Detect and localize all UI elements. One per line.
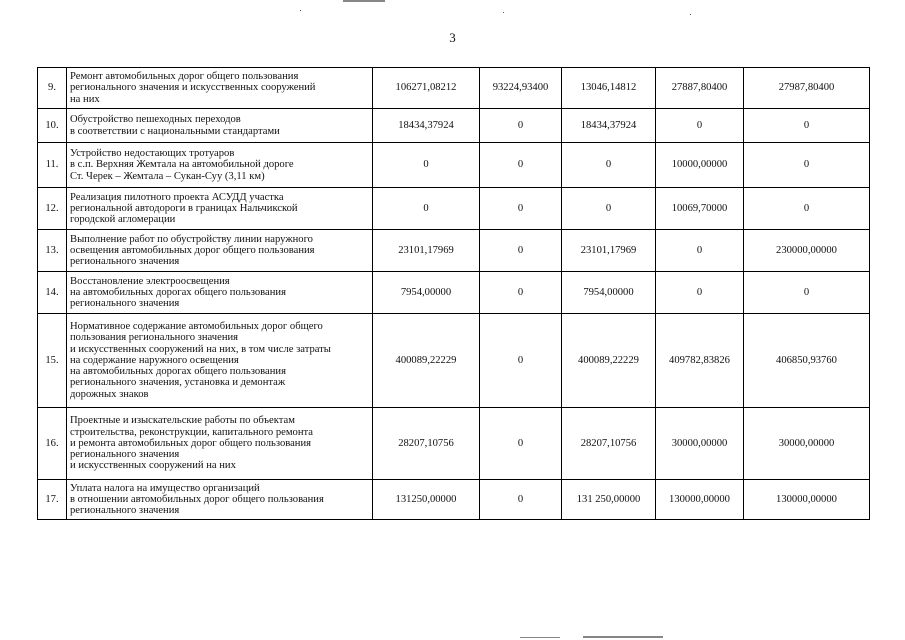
amount-cell: 0 — [744, 109, 870, 143]
amount-cell: 30000,00000 — [656, 408, 744, 480]
scan-speck — [503, 12, 504, 13]
amount-cell: 131250,00000 — [373, 480, 480, 520]
description-line: и искусственных сооружений на них — [70, 460, 236, 472]
description-line: дорожных знаков — [70, 388, 149, 400]
amount-cell: 10069,70000 — [656, 188, 744, 230]
amount-cell: 18434,37924 — [373, 109, 480, 143]
description-line: в соответствии с национальными стандартами — [70, 125, 280, 137]
amount-cell: 0 — [373, 188, 480, 230]
table-row — [38, 143, 870, 188]
amount-cell: 13046,14812 — [562, 68, 656, 109]
description-line: Уплата налога на имущество организаций — [70, 482, 260, 494]
row-description — [67, 408, 373, 480]
row-number: 17. — [38, 480, 67, 520]
page-number: 3 — [449, 30, 456, 45]
amount-cell: 0 — [656, 230, 744, 272]
description-line: регионального значения — [70, 505, 180, 517]
description-line: Восстановление электроосвещения — [70, 275, 230, 287]
table-row — [38, 314, 870, 408]
description-line: Выполнение работ по обустройству линии наружного — [70, 233, 313, 245]
amount-cell: 230000,00000 — [744, 230, 870, 272]
description-line: Ст. Черек – Жемтала – Сукан-Суу (3,11 км) — [70, 170, 265, 182]
amount-cell: 400089,22229 — [373, 314, 480, 408]
row-description — [67, 480, 373, 520]
description-line: Реализация пилотного проекта АСУДД участка — [70, 191, 284, 203]
amount-cell: 10000,00000 — [656, 143, 744, 188]
row-description — [67, 109, 373, 143]
row-number: 14. — [38, 272, 67, 314]
amount-cell: 106271,08212 — [373, 68, 480, 109]
amount-cell: 131 250,00000 — [562, 480, 656, 520]
row-description — [67, 272, 373, 314]
amount-cell: 406850,93760 — [744, 314, 870, 408]
row-number: 15. — [38, 314, 67, 408]
description-line: строительства, реконструкции, капитального ремонта — [70, 426, 313, 438]
table-row — [38, 272, 870, 314]
amount-cell: 7954,00000 — [562, 272, 656, 314]
amount-cell: 0 — [656, 272, 744, 314]
description-line: Устройство недостающих тротуаров — [70, 148, 235, 160]
row-number: 11. — [38, 143, 67, 188]
amount-cell: 0 — [480, 230, 562, 272]
table-row — [38, 188, 870, 230]
amount-cell: 0 — [480, 109, 562, 143]
description-line: на содержание наружного освещения — [70, 354, 239, 366]
scan-artifact-top — [343, 0, 385, 2]
row-number: 13. — [38, 230, 67, 272]
amount-cell: 93224,93400 — [480, 68, 562, 109]
description-line: Проектные и изыскательские работы по объектам — [70, 415, 295, 427]
description-line: освещения автомобильных дорог общего пользования — [70, 244, 315, 256]
amount-cell: 18434,37924 — [562, 109, 656, 143]
amount-cell: 0 — [480, 480, 562, 520]
amount-cell: 409782,83826 — [656, 314, 744, 408]
amount-cell: 7954,00000 — [373, 272, 480, 314]
description-line: регионального значения — [70, 298, 180, 310]
amount-cell: 130000,00000 — [744, 480, 870, 520]
amount-cell: 27887,80400 — [656, 68, 744, 109]
description-line: региональной автодороги в границах Нальчикской — [70, 202, 298, 214]
amount-cell: 0 — [744, 188, 870, 230]
amount-cell: 0 — [744, 143, 870, 188]
amount-cell: 0 — [480, 143, 562, 188]
amount-cell: 0 — [562, 143, 656, 188]
amount-cell: 400089,22229 — [562, 314, 656, 408]
description-line: и искусственных сооружений на них, в том числе затраты — [70, 343, 331, 355]
description-line: регионального значения и искусственных сооружений — [70, 82, 316, 94]
row-description — [67, 143, 373, 188]
row-number: 12. — [38, 188, 67, 230]
description-line: Обустройство пешеходных переходов — [70, 114, 241, 126]
row-number: 9. — [38, 68, 67, 109]
description-line: регионального значения — [70, 256, 180, 268]
amount-cell: 0 — [373, 143, 480, 188]
amount-cell: 0 — [562, 188, 656, 230]
description-line: в отношении автомобильных дорог общего пользования — [70, 493, 324, 505]
scan-artifact-bottom — [583, 636, 663, 638]
amount-cell: 0 — [480, 408, 562, 480]
description-line: и ремонта автомобильных дорог общего пользования — [70, 437, 312, 449]
row-number: 10. — [38, 109, 67, 143]
amount-cell: 28207,10756 — [562, 408, 656, 480]
amount-cell: 0 — [480, 272, 562, 314]
description-line: пользования регионального значения — [70, 332, 239, 344]
amount-cell: 0 — [744, 272, 870, 314]
amount-cell: 130000,00000 — [656, 480, 744, 520]
amount-cell: 0 — [480, 314, 562, 408]
description-line: регионального значения — [70, 449, 180, 461]
row-description — [67, 314, 373, 408]
table-row — [38, 109, 870, 143]
row-description — [67, 230, 373, 272]
description-line: в с.п. Верхняя Жемтала на автомобильной дороге — [70, 159, 294, 171]
amount-cell: 23101,17969 — [562, 230, 656, 272]
description-line: регионального значения, установка и демонтаж — [70, 377, 286, 389]
amount-cell: 23101,17969 — [373, 230, 480, 272]
description-line: на них — [70, 93, 100, 105]
amount-cell: 27987,80400 — [744, 68, 870, 109]
amount-cell: 0 — [656, 109, 744, 143]
description-line: Ремонт автомобильных дорог общего пользования — [70, 71, 299, 83]
scan-artifact-bottom-small — [520, 637, 560, 638]
table-row — [38, 480, 870, 520]
scan-speck — [300, 10, 301, 11]
description-line: городской агломерации — [70, 214, 176, 226]
amount-cell: 28207,10756 — [373, 408, 480, 480]
row-number: 16. — [38, 408, 67, 480]
table-row — [38, 68, 870, 109]
description-line: Нормативное содержание автомобильных дорог общего — [70, 320, 323, 332]
amount-cell: 30000,00000 — [744, 408, 870, 480]
scan-speck — [690, 14, 691, 15]
amount-cell: 0 — [480, 188, 562, 230]
description-line: на автомобильных дорогах общего пользования — [70, 366, 286, 378]
table-row — [38, 408, 870, 480]
budget-table — [37, 67, 870, 520]
row-description — [67, 68, 373, 109]
table-row — [38, 230, 870, 272]
row-description — [67, 188, 373, 230]
description-line: на автомобильных дорогах общего пользования — [70, 286, 286, 298]
